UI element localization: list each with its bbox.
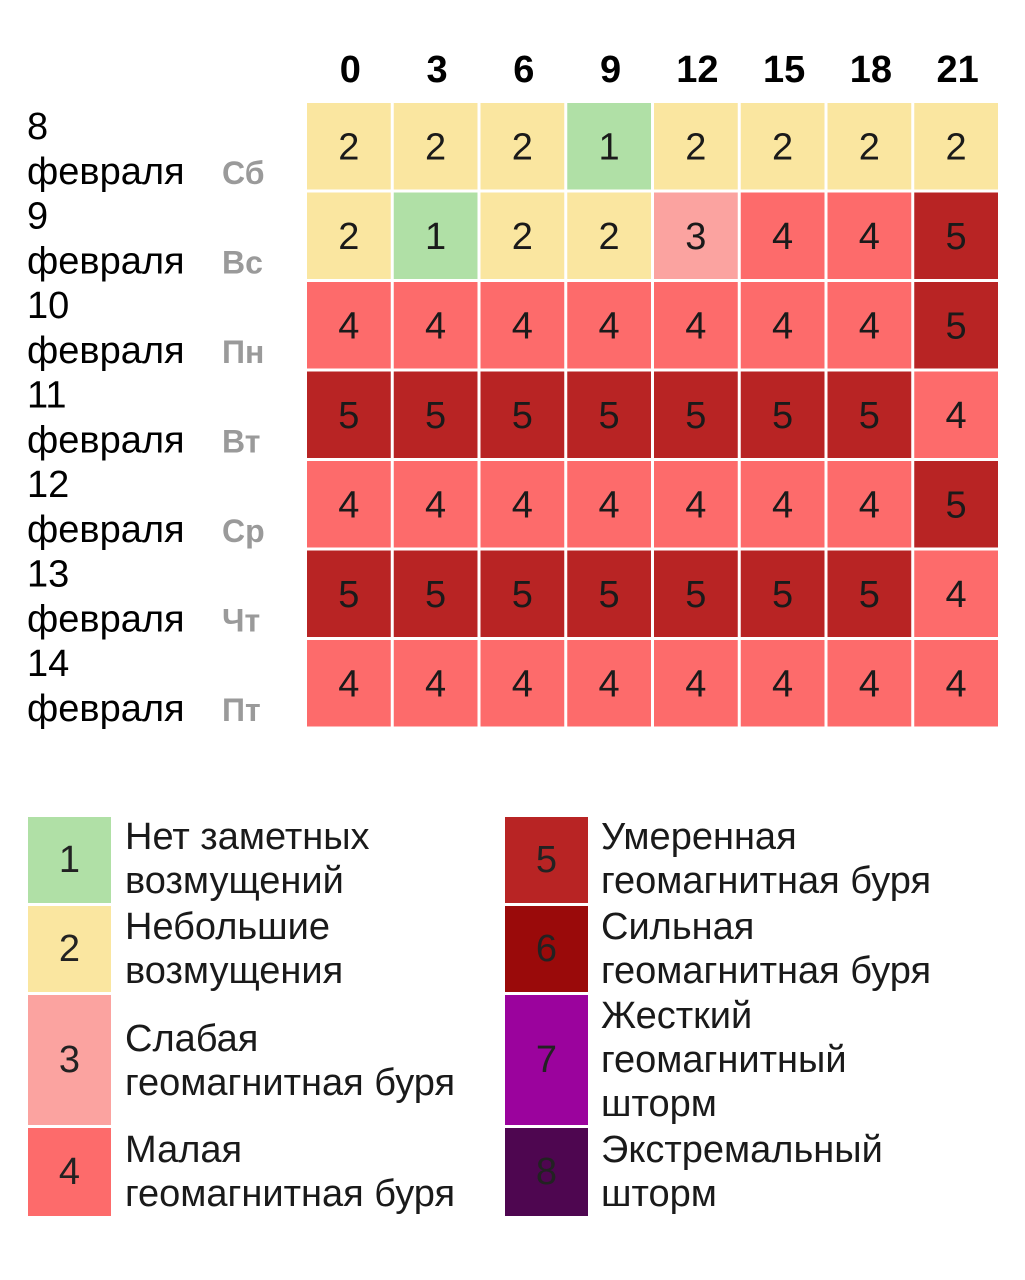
cell-label-12-9: 4 (598, 484, 620, 527)
cell-label-11-6: 5 (511, 394, 533, 437)
cell-label-8-21: 2 (945, 126, 967, 169)
cell-label-10-15: 4 (772, 305, 794, 348)
cell-label-10-3: 4 (425, 305, 447, 348)
cell-label-8-18: 2 (858, 126, 880, 169)
cell-label-10-21: 5 (945, 305, 967, 348)
cell-label-9-0: 2 (338, 215, 360, 258)
cell-label-14-12: 4 (685, 663, 707, 706)
row-month-14: февраля (27, 688, 185, 730)
legend-label-2: Небольшие возмущения (125, 906, 344, 992)
legend-swatch-2 (28, 906, 111, 992)
row-month-11: февраля (27, 419, 185, 462)
cell-label-8-0: 2 (338, 126, 360, 169)
legend-swatch-4 (28, 1128, 111, 1216)
cell-label-11-15: 5 (772, 394, 794, 437)
legend-label-1: Нет заметных возмущений (125, 816, 370, 902)
legend-level-6: 6 (535, 927, 558, 970)
cell-label-9-12: 3 (685, 215, 707, 258)
cell-label-14-0: 4 (338, 663, 360, 706)
cell-label-11-12: 5 (685, 394, 707, 437)
row-weekday-14: Пт (222, 692, 261, 728)
row-weekday-8: Сб (222, 155, 265, 191)
legend-swatch-7 (505, 995, 588, 1125)
cell-label-13-9: 5 (598, 573, 620, 616)
cell-label-9-18: 4 (858, 215, 880, 258)
row-day-13: 13 (27, 553, 70, 596)
column-header-3: 3 (426, 49, 448, 91)
cell-label-9-21: 5 (945, 215, 967, 258)
legend-level-1: 1 (58, 838, 81, 881)
legend-label-7: Жесткий геомагнитный шторм (601, 995, 847, 1125)
cell-label-8-6: 2 (511, 126, 533, 169)
row-weekday-11: Вт (222, 423, 261, 460)
cell-label-10-0: 4 (338, 305, 360, 348)
cell-label-11-3: 5 (425, 394, 447, 437)
row-weekday-10: Пн (222, 334, 265, 370)
cell-label-9-6: 2 (511, 215, 533, 258)
legend-swatch-5 (505, 817, 588, 903)
cell-label-14-21: 4 (945, 663, 967, 706)
column-header-0: 0 (339, 49, 361, 91)
cell-label-10-6: 4 (511, 305, 533, 348)
row-weekday-12: Ср (222, 513, 265, 549)
cell-label-10-9: 4 (598, 305, 620, 348)
cell-label-14-9: 4 (598, 663, 620, 706)
row-day-12: 12 (27, 464, 70, 506)
legend-label-8: Экстремальный шторм (601, 1129, 883, 1215)
legend-label-6: Сильная геомагнитная буря (601, 906, 932, 992)
cell-label-11-9: 5 (598, 394, 620, 437)
cell-label-13-6: 5 (511, 573, 533, 616)
row-day-14: 14 (27, 643, 70, 685)
cell-label-8-3: 2 (425, 126, 447, 169)
cell-label-14-15: 4 (772, 663, 794, 706)
cell-label-11-18: 5 (858, 394, 880, 437)
cell-label-12-15: 4 (772, 484, 794, 527)
legend-level-8: 8 (535, 1150, 558, 1193)
column-header-21: 21 (936, 49, 979, 91)
legend-level-7: 7 (535, 1038, 558, 1081)
cell-label-13-3: 5 (425, 573, 447, 616)
legend-swatch-8 (505, 1128, 588, 1216)
legend-label-4: Малая геомагнитная буря (125, 1129, 456, 1215)
cell-label-8-12: 2 (685, 126, 707, 169)
legend-label-3: Слабая геомагнитная буря (125, 1018, 456, 1104)
row-weekday-9: Вс (222, 244, 263, 281)
row-month-9: февраля (27, 240, 185, 283)
cell-label-12-0: 4 (338, 484, 360, 527)
row-day-9: 9 (27, 195, 49, 238)
row-month-12: февраля (27, 509, 185, 551)
cell-label-13-18: 5 (858, 573, 880, 616)
row-day-10: 10 (27, 285, 70, 327)
row-month-10: февраля (27, 330, 185, 372)
cell-label-14-6: 4 (511, 663, 533, 706)
cell-label-11-0: 5 (338, 394, 360, 437)
cell-label-14-18: 4 (858, 663, 880, 706)
cell-label-14-3: 4 (425, 663, 447, 706)
cell-label-13-12: 5 (685, 573, 707, 616)
legend-level-2: 2 (58, 927, 81, 970)
row-weekday-13: Чт (222, 602, 261, 639)
column-header-6: 6 (513, 49, 535, 91)
cell-label-12-6: 4 (511, 484, 533, 527)
cell-label-11-21: 4 (945, 394, 967, 437)
legend-swatch-1 (28, 817, 111, 903)
column-header-9: 9 (600, 49, 622, 91)
legend-level-5: 5 (535, 838, 558, 881)
legend-level-4: 4 (58, 1150, 81, 1193)
row-month-8: февраля (27, 151, 185, 193)
row-day-11: 11 (27, 374, 67, 417)
row-day-8: 8 (27, 106, 49, 148)
row-month-13: февраля (27, 598, 185, 641)
cell-label-9-15: 4 (772, 215, 794, 258)
cell-label-13-0: 5 (338, 573, 360, 616)
cell-label-10-18: 4 (858, 305, 880, 348)
column-header-15: 15 (762, 49, 806, 91)
cell-label-9-9: 2 (598, 215, 620, 258)
cell-label-8-9: 1 (598, 126, 620, 169)
cell-label-12-3: 4 (425, 484, 447, 527)
cell-label-12-12: 4 (685, 484, 707, 527)
legend-swatch-6 (505, 906, 588, 992)
cell-label-13-21: 4 (945, 573, 967, 616)
cell-label-12-18: 4 (858, 484, 880, 527)
cell-label-10-12: 4 (685, 305, 707, 348)
cell-label-8-15: 2 (772, 126, 794, 169)
column-header-18: 18 (849, 49, 893, 91)
cell-label-13-15: 5 (772, 573, 794, 616)
cell-label-9-3: 1 (425, 215, 447, 258)
legend-swatch-3 (28, 995, 111, 1125)
column-header-12: 12 (676, 49, 719, 91)
legend-label-5: Умеренная геомагнитная буря (601, 816, 932, 902)
cell-label-12-21: 5 (945, 484, 967, 527)
legend-level-3: 3 (58, 1038, 81, 1081)
